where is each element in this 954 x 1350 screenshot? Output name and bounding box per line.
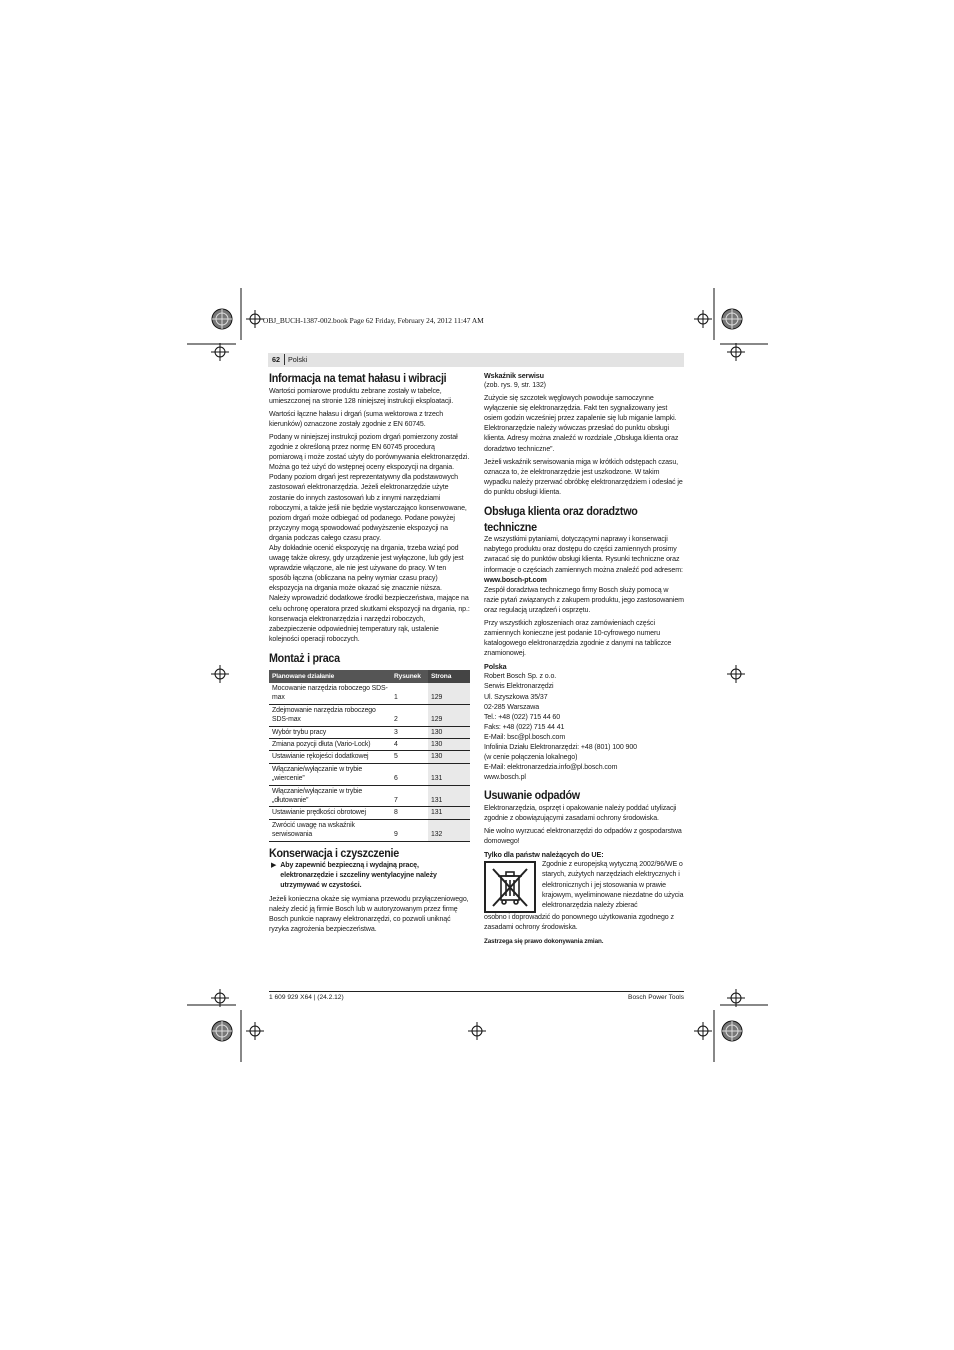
footer-doc-number: 1 609 929 X64 | (24.2.12): [269, 994, 344, 1001]
address-line: Infolinia Działu Elektronarzędzi: +48 (801) 100 900: [484, 744, 637, 751]
table-cell-figure: 8: [391, 807, 428, 819]
paragraph: Przy wszystkich zgłoszeniach oraz zamówieniach części zamiennych konieczne jest podanie 10-cyfrowego numeru katalogowego elektronarzędzia zgodnie z danymi na tabliczce znamionowej.: [484, 619, 672, 658]
table-row: [269, 704, 470, 726]
table-cell-page: 130: [428, 751, 470, 763]
table-cell-action: Zwrócić uwagę na wskaźnik serwisowania: [269, 819, 391, 841]
table-row: [269, 751, 470, 763]
crosshair-icon: [211, 343, 229, 361]
paragraph: Zużycie się szczotek węglowych powoduje samoczynne wyłączenie się elektronarzędzia. Fakt ten sygnalizowany jest osiem godzin wcześniej przez zapalenie się lub miganie lampki. Elektronarzędzie należy wówczas przesłać do punktu obsługi klienta. Adresy można znaleźć w rozdziale „Obsługa klienta oraz doradztwo techniczne”.: [484, 395, 679, 453]
paragraph: Jeżeli konieczna okaże się wymiana przewodu przyłączeniowego, należy zlecić ją firmie Bosch lub w autoryzowanym przez firmę Bosch punkcie naprawy elektronarzędzi, co pozwoli uniknąć ryzyka zagrożenia bezpieczeństwa.: [269, 895, 469, 933]
table-row: [269, 807, 470, 819]
paragraph: Ze wszystkimi pytaniami, dotyczącymi naprawy i konserwacji nabytego produktu oraz dostępu do części zamiennych prosimy zwracać się do punktów obsługi klienta. Rysunki techniczne oraz informacje o częściach zamiennych można znaleźć pod adresem:: [484, 536, 683, 574]
page-header-bar: [268, 353, 684, 367]
paragraph: Podany w niniejszej instrukcji poziom drgań pomierzony został zgodnie z określoną przez normę EN 60745 procedurą pomiarową i może zostać użyty do porównywania elektronarzędzi. Można go też użyć do wstępnej oceny ekspozycji na drgania.: [269, 433, 470, 472]
registration-target-icon: [721, 308, 743, 330]
weee-block: [484, 860, 684, 913]
address-line: Ul. Szyszkowa 35/37: [484, 693, 548, 701]
section-title-noise: Informacja na temat hałasu i wibracji: [269, 371, 447, 385]
table-cell-action: Wybór trybu pracy: [269, 726, 391, 738]
website-link[interactable]: www.bosch-pt.com: [484, 576, 547, 584]
crosshair-icon: [246, 1022, 264, 1040]
paragraph: osobno i doprowadzić do ponownego użytkowania zgodnego z zasadami ochrony środowiska.: [484, 914, 674, 932]
table-row: [269, 683, 470, 704]
crosshair-icon: [246, 310, 264, 328]
address-line: 02-285 Warszawa: [484, 703, 540, 711]
table-cell-page: 132: [428, 819, 470, 841]
figure-reference: (zob. rys. 9, str. 132): [484, 382, 546, 389]
address-line: E-Mail: elektronarzedzia.info@pl.bosch.com: [484, 764, 618, 772]
section-title-customer-service: Obsługa klienta oraz doradztwo techniczne: [484, 504, 638, 534]
table-cell-page: 131: [428, 785, 470, 807]
paragraph: Jeżeli wskaźnik serwisowania miga w krótkich odstępach czasu, oznacza to, że elektronarzędzie jest uszkodzone. W takim wypadku należy przerwać obróbkę elektronarzędziem i odesłać je do punktu obsługi klienta.: [484, 458, 683, 496]
section-title-disposal: Usuwanie odpadów: [484, 788, 580, 803]
table-cell-action: Zdejmowanie narzędzia roboczego SDS-max: [269, 704, 391, 726]
table-cell-figure: 2: [391, 704, 428, 726]
crosshair-icon: [727, 989, 745, 1007]
table-cell-figure: 6: [391, 763, 428, 785]
paragraph: Elektronarzędzia, osprzęt i opakowanie należy poddać utylizacji zgodnie z obowiązującymi zasadami ochrony środowiska.: [484, 804, 677, 823]
paragraph: Podany poziom drgań jest reprezentatywny dla podstawowych zastosowań elektronarzędzia. Jeżeli elektronarzędzie użyte zostanie do innych zastosowań lub z innymi narzędziami roboczymi, a także jeśli nie będzie wystarczająco konserwowane, poziom drgań może odbiegać od podanego. Podane powyżej przyczyny mogą spowodować podwyższenie ekspozycji na drgania podczas całego czasu pracy.: [269, 474, 467, 542]
paragraph: Zespół doradztwa technicznego firmy Bosch służy pomocą w razie pytań związanych z zakupem produktu, jego zastosowaniem oraz regulacją urządzeń i osprzętu.: [484, 586, 684, 614]
table-row: [269, 738, 470, 750]
table-cell-page: 130: [428, 726, 470, 738]
table-cell-page: 131: [428, 807, 470, 819]
table-cell-action: Mocowanie narzędzia roboczego SDS-max: [269, 683, 391, 704]
table-cell-figure: 9: [391, 819, 428, 841]
paragraph: Aby dokładnie ocenić ekspozycję na drgania, trzeba wziąć pod uwagę także okresy, gdy urządzenie jest wyłączone, lub gdy jest wprawdzie włączone, ale nie jest używane do pracy. W ten sposób łączna (obliczana na pełny wymiar czasu pracy) ekspozycja na drgania może okazać się znacznie niższa.: [269, 545, 464, 593]
operations-table: [269, 670, 470, 842]
table-cell-page: 129: [428, 704, 470, 726]
triangle-bullet-icon: ▶: [271, 862, 277, 870]
safety-bullet: [271, 861, 470, 891]
table-header: Planowane działanie: [269, 670, 391, 683]
section-title-assembly: Montaż i praca: [269, 650, 340, 665]
address-line: www.bosch.pl: [484, 774, 526, 782]
crosshair-icon: [211, 665, 229, 683]
rights-note: Zastrzega się prawo dokonywania zmian.: [484, 937, 604, 945]
table-cell-figure: 7: [391, 785, 428, 807]
table-cell-page: 129: [428, 683, 470, 704]
table-cell-page: 131: [428, 763, 470, 785]
crosshair-icon: [694, 310, 712, 328]
eu-heading: Tylko dla państw należących do UE:: [484, 850, 604, 860]
right-column: [484, 371, 684, 950]
table-header: Rysunek: [391, 670, 428, 683]
registration-target-icon: [211, 308, 233, 330]
left-column: [269, 371, 470, 938]
section-title-maintenance: Konserwacja i czyszczenie: [269, 845, 399, 860]
table-body: [269, 683, 470, 841]
table-cell-figure: 5: [391, 751, 428, 763]
footer-brand: Bosch Power Tools: [628, 994, 684, 1001]
crosshair-icon: [694, 1022, 712, 1040]
crosshair-icon: [211, 989, 229, 1007]
table-cell-action: Włączanie/wyłączanie w trybie „dłutowanie”: [269, 785, 391, 807]
address-line: Serwis Elektronarzędzi: [484, 683, 554, 691]
header-divider: [284, 354, 285, 365]
table-cell-action: Ustawianie rękojeści dodatkowej: [269, 751, 391, 763]
address-line: Faks: +48 (022) 715 44 41: [484, 723, 565, 731]
table-cell-action: Ustawianie prędkości obrotowej: [269, 807, 391, 819]
table-row: [269, 819, 470, 841]
paragraph: Należy wprowadzić dodatkowe środki bezpieczeństwa, mające na celu ochronę operatora przed skutkami ekspozycji na drgania, np.: konserwacja elektronarzędzia i narzędzi roboczych, zabezpieczenie odpowiedniej temperatury rąk, ustalenie kolejności operacji roboczych.: [269, 595, 470, 643]
registration-target-icon: [211, 1020, 233, 1042]
paragraph: Nie wolno wyrzucać elektronarzędzi do odpadów z gospodarstwa domowego!: [484, 828, 682, 846]
paragraph: Wartości łączne hałasu i drgań (suma wektorowa z trzech kierunków) oznaczone zostały zgodnie z EN 60745.: [269, 410, 444, 428]
address-line: Tel.: +48 (022) 715 44 60: [484, 713, 561, 721]
table-header: Strona: [428, 670, 470, 683]
country-heading: Polska: [484, 662, 507, 672]
page-number: 62: [272, 355, 280, 364]
crossed-out-bin-icon: [484, 861, 536, 913]
table-cell-figure: 4: [391, 738, 428, 750]
page-language: Polski: [288, 355, 308, 364]
print-info-line: OBJ_BUCH-1387-002.book Page 62 Friday, February 24, 2012 11:47 AM: [263, 316, 484, 325]
eu-directive-text: Zgodnie z europejską wytyczną 2002/96/WE o starych, zużytych narzędziach elektrycznych i elektronicznych i jej stosowania w prawie krajowym, wyeliminowane niezdatne do użycia elektronarzędzia należy zbierać: [542, 861, 684, 909]
service-address: [484, 672, 684, 783]
address-line: E-Mail: bsc@pl.bosch.com: [484, 733, 566, 741]
crosshair-icon: [727, 343, 745, 361]
table-cell-page: 130: [428, 738, 470, 750]
address-line: Robert Bosch Sp. z o.o.: [484, 673, 557, 681]
bullet-text: Aby zapewnić bezpieczną i wydajną pracę, elektronarzędzie i szczeliny wentylacyjne należy utrzymywać w czystości.: [280, 862, 437, 890]
paragraph: Wartości pomiarowe produktu zebrane zostały w tabelce, umieszczonej na stronie 128 niniejszej instrukcji eksploatacji.: [269, 387, 454, 405]
crosshair-icon: [727, 665, 745, 683]
subsection-title-service: Wskaźnik serwisu: [484, 371, 544, 380]
table-cell-action: Włączanie/wyłączanie w trybie „wiercenie”: [269, 763, 391, 785]
address-line: (w cenie połączenia lokalnego): [484, 754, 578, 762]
registration-target-icon: [721, 1020, 743, 1042]
table-row: [269, 785, 470, 807]
table-row: [269, 726, 470, 738]
table-cell-figure: 3: [391, 726, 428, 738]
footer-rule: [269, 991, 684, 992]
table-cell-action: Zmiana pozycji dłuta (Vario-Lock): [269, 738, 391, 750]
crosshair-icon: [468, 1022, 486, 1040]
table-row: [269, 763, 470, 785]
table-cell-figure: 1: [391, 683, 428, 704]
